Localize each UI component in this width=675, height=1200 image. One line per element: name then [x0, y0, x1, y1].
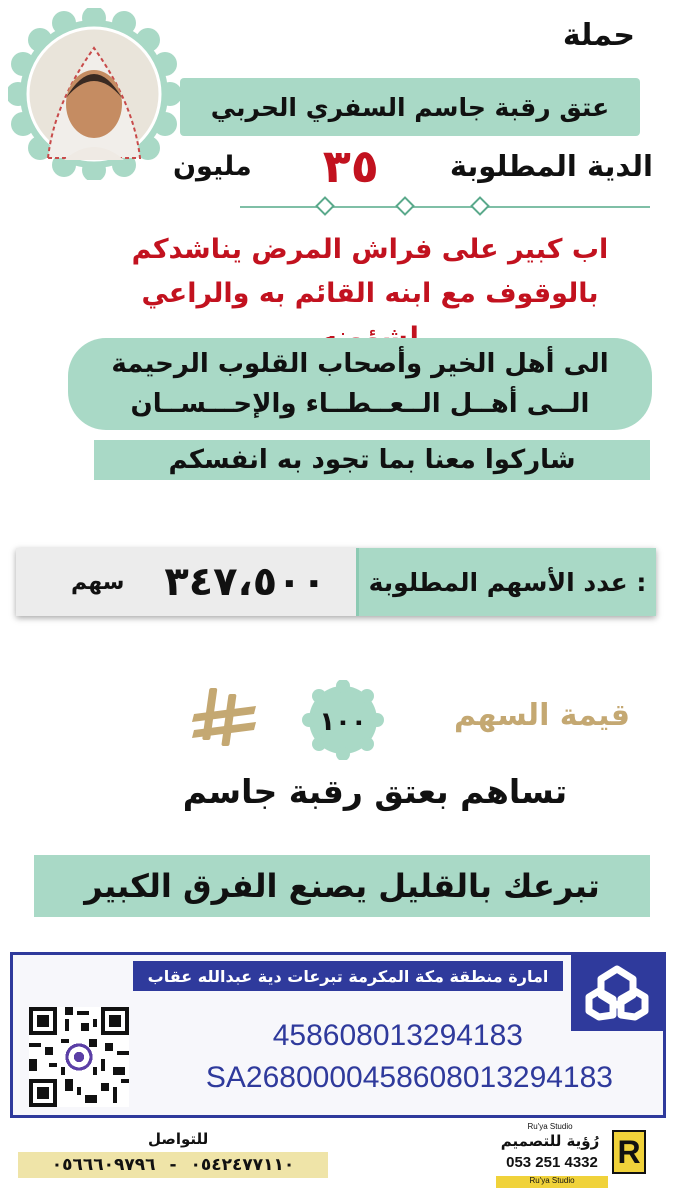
account-number[interactable]: 458608013294183 [272, 1019, 523, 1052]
diya-row [173, 140, 653, 192]
contact-phones [18, 1152, 328, 1178]
contact-label: للتواصل [148, 1130, 209, 1148]
blessing-box [68, 338, 652, 430]
phone-1[interactable]: ٠٥٦٦٦٠٩٧٩٦ [51, 1155, 156, 1175]
riyal-icon [190, 684, 260, 752]
studio-name: رُؤية للتصميم [500, 1132, 600, 1150]
studio-credit [490, 1122, 650, 1190]
studio-top-label: Ru'ya Studio [527, 1122, 573, 1131]
phone-2[interactable]: ٠٥٤٢٤٧٧١١٠ [190, 1155, 295, 1175]
phone-separator: - [169, 1155, 177, 1175]
portrait-frame [8, 8, 180, 180]
divider-ornament [240, 196, 650, 218]
diya-amount: ٣٥ [322, 139, 379, 193]
studio-phone: 053 251 4332 [506, 1154, 598, 1171]
name-band: عتق رقبة جاسم السفري الحربي [180, 78, 640, 136]
shares-count: ٣٤٧،٥٠٠ [164, 559, 326, 605]
blessing-line-1: الى أهل الخير وأصحاب القلوب الرحيمة [111, 349, 609, 379]
bank-account-title: امارة منطقة مكة المكرمة تبرعات دية عبدالله عقاب [133, 961, 563, 991]
bank-account-box [10, 952, 666, 1118]
contribute-line: تساهم بعتق رقبة جاسم [182, 772, 568, 811]
share-with-us-band: شاركوا معنا بما تجود به انفسكم [94, 440, 650, 480]
bank-logo-icon [571, 955, 663, 1031]
required-shares-box [16, 548, 656, 616]
share-value-label: قيمة السهم [453, 698, 630, 733]
shares-unit: سهم [71, 569, 125, 595]
portrait-badge [8, 8, 180, 180]
slogan-band: تبرعك بالقليل يصنع الفرق الكبير [34, 855, 650, 917]
shares-value-cell [16, 548, 356, 616]
share-value-amount: ١٠٠ [319, 707, 367, 737]
studio-bottom-label: Ru'ya Studio [496, 1176, 608, 1188]
studio-logo-icon: R [612, 1130, 646, 1174]
share-value-badge [300, 680, 386, 760]
iban-number[interactable]: SA2680000458608013294183 [205, 1061, 613, 1094]
diya-unit: مليون [173, 150, 252, 182]
share-value-row [190, 680, 630, 760]
shares-label: عدد الأسهم المطلوبة : [356, 548, 656, 616]
qr-code[interactable] [29, 1007, 129, 1107]
appeal-line-2: بالوقوف مع ابنه القائم به والراعي [141, 278, 599, 309]
appeal-line-1: اب كبير على فراش المرض يناشدكم [131, 234, 609, 265]
diya-label: الدية المطلوبة [449, 149, 653, 183]
scalloped-circle [300, 680, 386, 760]
blessing-line-2: الــى أهــل الــعــطــاء والإحـــســان [130, 389, 590, 419]
campaign-title: حملة [562, 18, 635, 53]
